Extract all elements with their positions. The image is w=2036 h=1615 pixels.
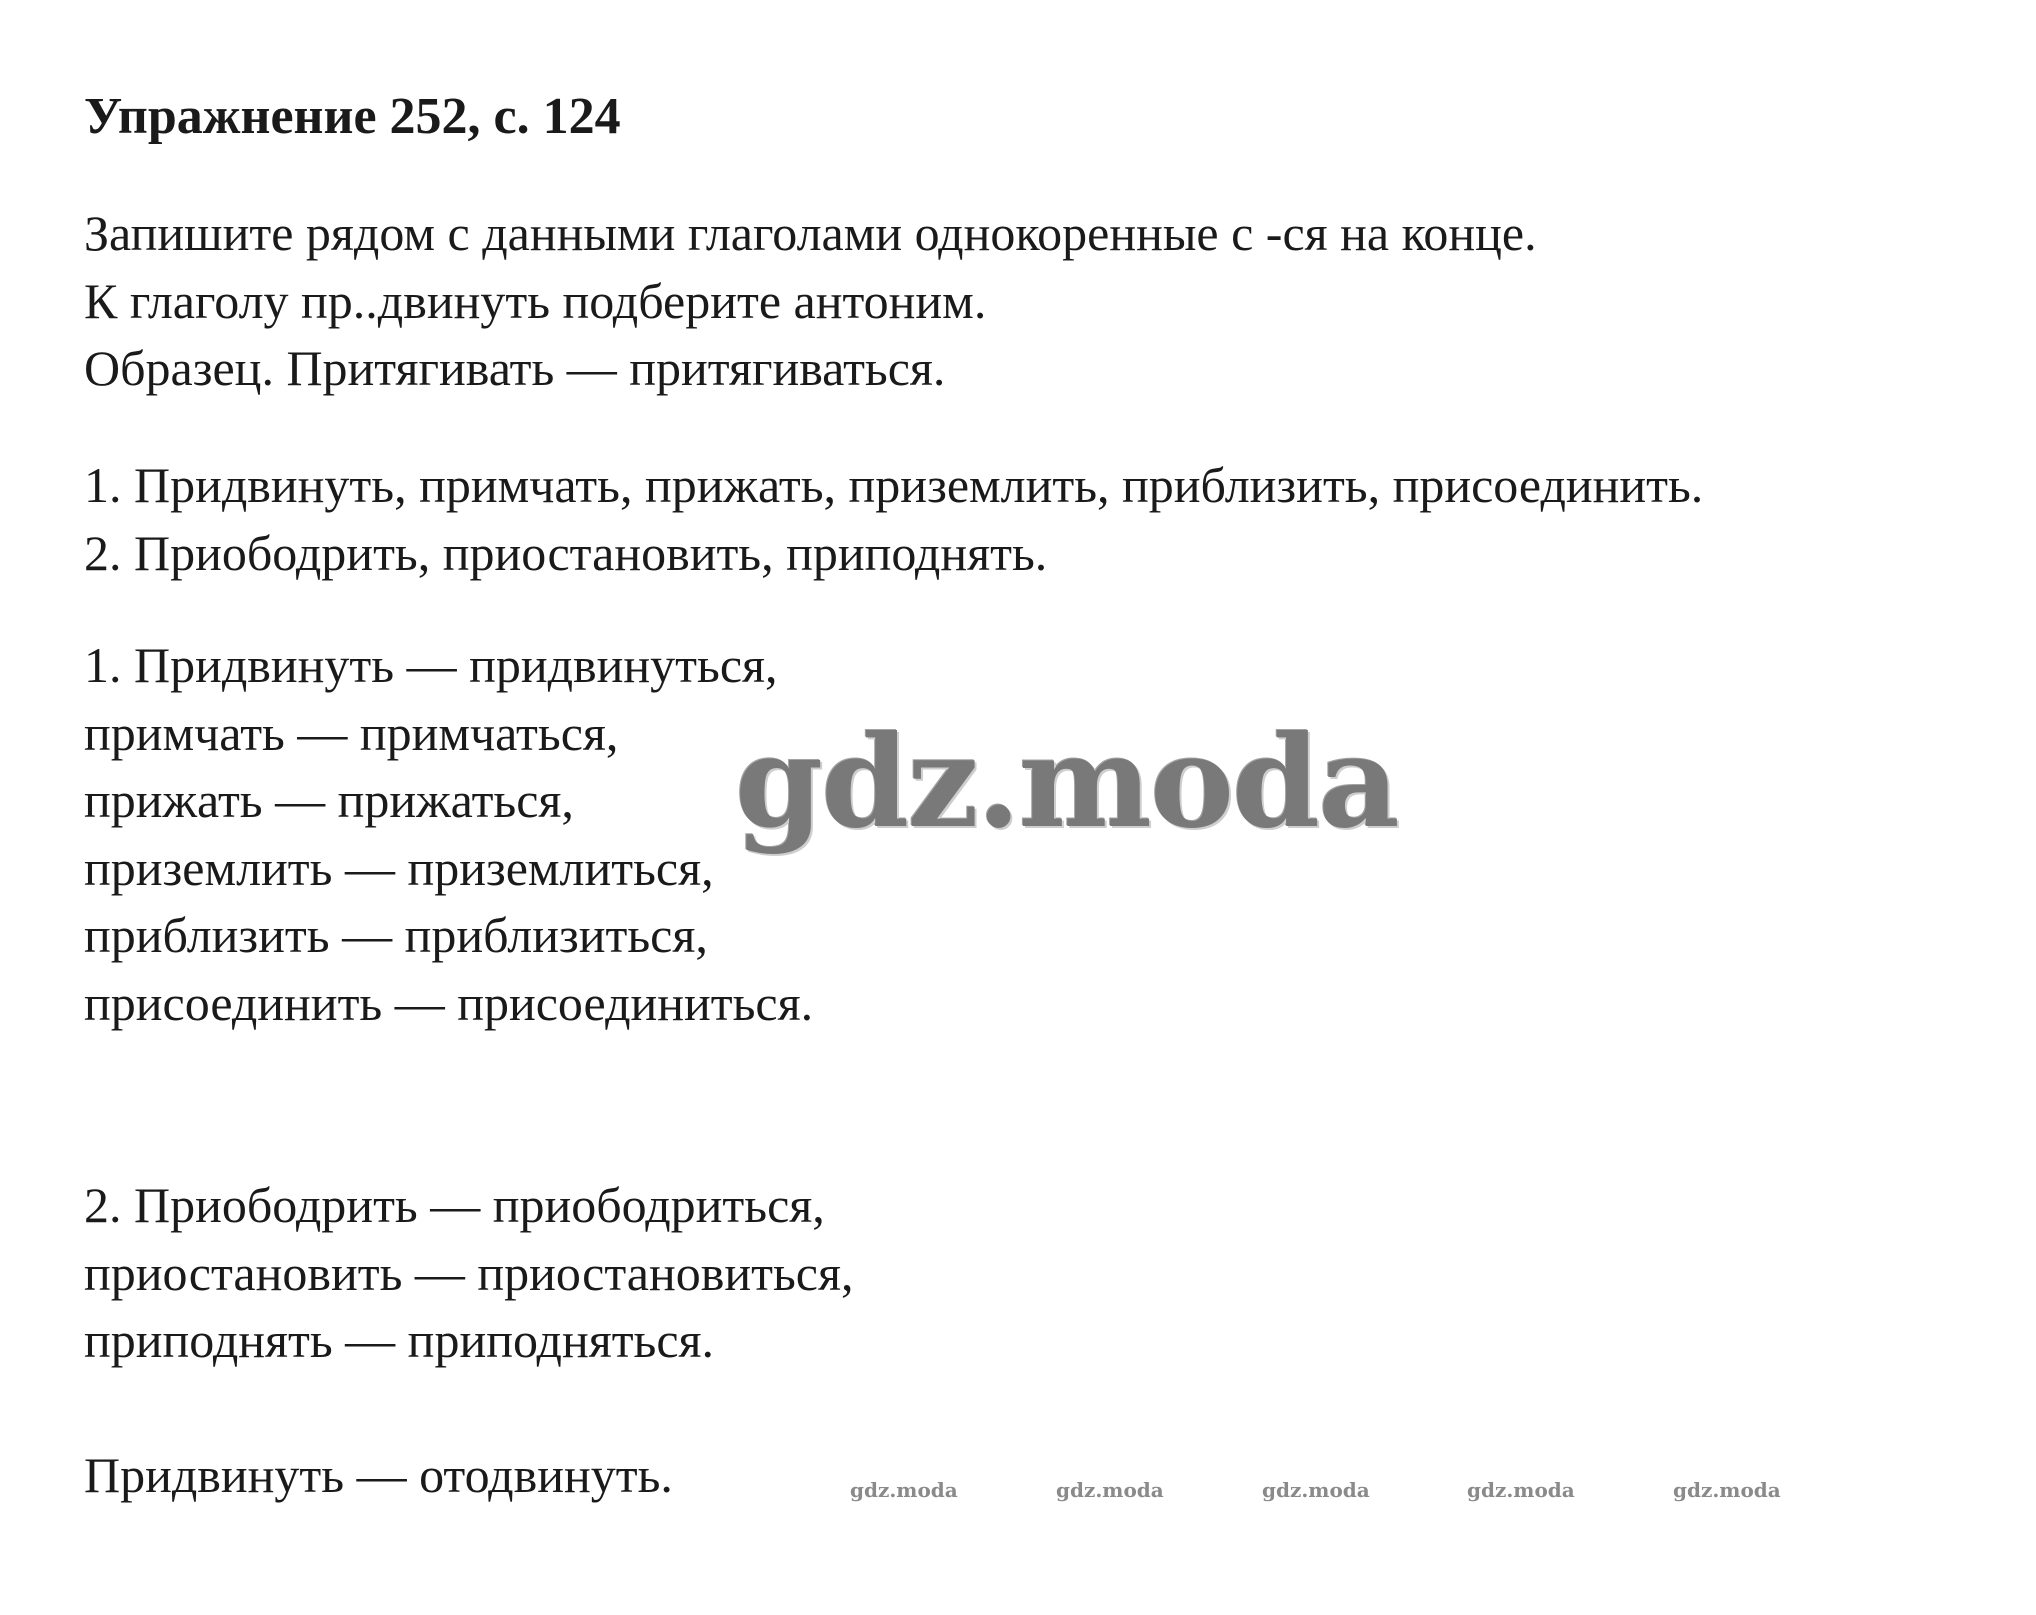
watermark-small: gdz.moda (850, 1478, 958, 1502)
task-line: К глаголу пр..двинуть подберите антоним. (84, 272, 987, 329)
watermark-small: gdz.moda (1467, 1478, 1575, 1502)
task-line: Запишите рядом с данными глаголами однокоренные с -ся на конце. (84, 205, 1537, 261)
watermark-small: gdz.moda (1262, 1478, 1370, 1502)
word-list (84, 452, 1703, 587)
answer-line: 2. Приободрить — приободриться, (84, 1177, 825, 1233)
answer-line: 1. Придвинуть — придвинуться, (84, 637, 778, 693)
watermark-logo: gdz.moda (735, 708, 1398, 856)
watermark-small: gdz.moda (1056, 1478, 1164, 1502)
watermark-small: gdz.moda (1673, 1478, 1781, 1502)
answer-part-2 (84, 1172, 853, 1375)
task-sample-line: Образец. Притягивать — притягиваться. (84, 340, 946, 396)
answer-line: примчать — примчаться, (84, 704, 619, 761)
antonym-line: Придвинуть — отодвинуть. (84, 1447, 673, 1503)
task-text (84, 200, 1537, 403)
answer-line: приподнять — приподняться. (84, 1312, 715, 1368)
answer-line: приблизить — приблизиться, (84, 907, 708, 963)
answer-line: приземлить — приземлиться, (84, 839, 714, 896)
answer-line: прижать — прижаться, (84, 772, 574, 828)
answer-part-1 (84, 632, 813, 1037)
exercise-title: Упражнение 252, с. 124 (84, 88, 621, 145)
answer-line: приостановить — приостановиться, (84, 1244, 854, 1301)
antonym-answer (84, 1442, 673, 1510)
word-list-line: 2. Приободрить, приостановить, приподнять. (84, 524, 1048, 581)
answer-line: присоединить — присоединиться. (84, 974, 814, 1031)
word-list-line: 1. Придвинуть, примчать, прижать, приземлить, приблизить, присоединить. (84, 457, 1704, 513)
